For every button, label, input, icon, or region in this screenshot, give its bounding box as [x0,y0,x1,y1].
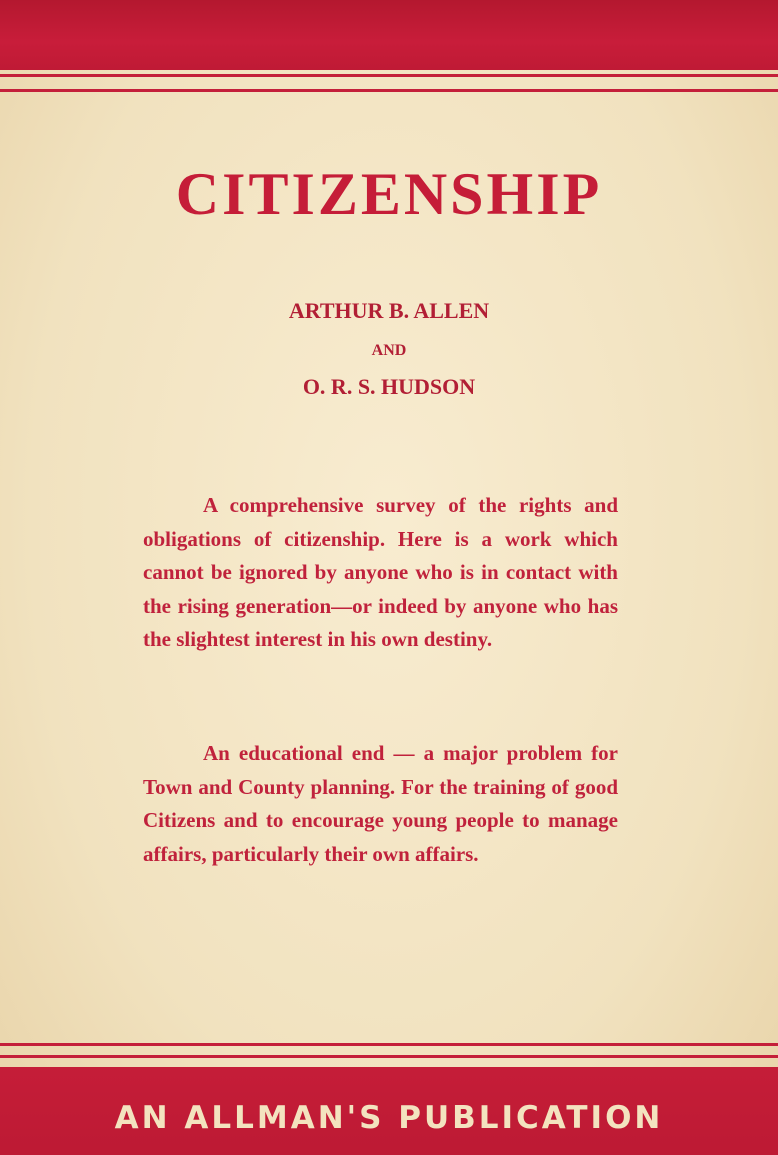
bottom-rule-2 [0,1055,778,1058]
blurb-paragraph-2: An educational end — a major problem for Town and County planning. For the training of good Citizens and to encourage young people to manage affairs, particularly their own affairs. [143,741,618,866]
top-red-band [0,0,778,70]
author-conjunction: AND [371,342,407,359]
book-title: CITIZENSHIP [175,161,603,227]
blurb-paragraph-1: A comprehensive survey of the rights and obligations of citizenship. Here is a work which cannot be ignored by anyone who is in contact with the rising generation—or indeed by anyone who has the slightest interest in his own destiny. [143,493,618,651]
top-rule-2 [0,89,778,92]
author-2: O. R. S. HUDSON [302,374,476,399]
top-rule-1 [0,74,778,77]
author-1: ARTHUR B. ALLEN [288,298,490,323]
bottom-rule-1 [0,1043,778,1046]
publisher-imprint: AN ALLMAN'S PUBLICATION [114,1100,664,1136]
